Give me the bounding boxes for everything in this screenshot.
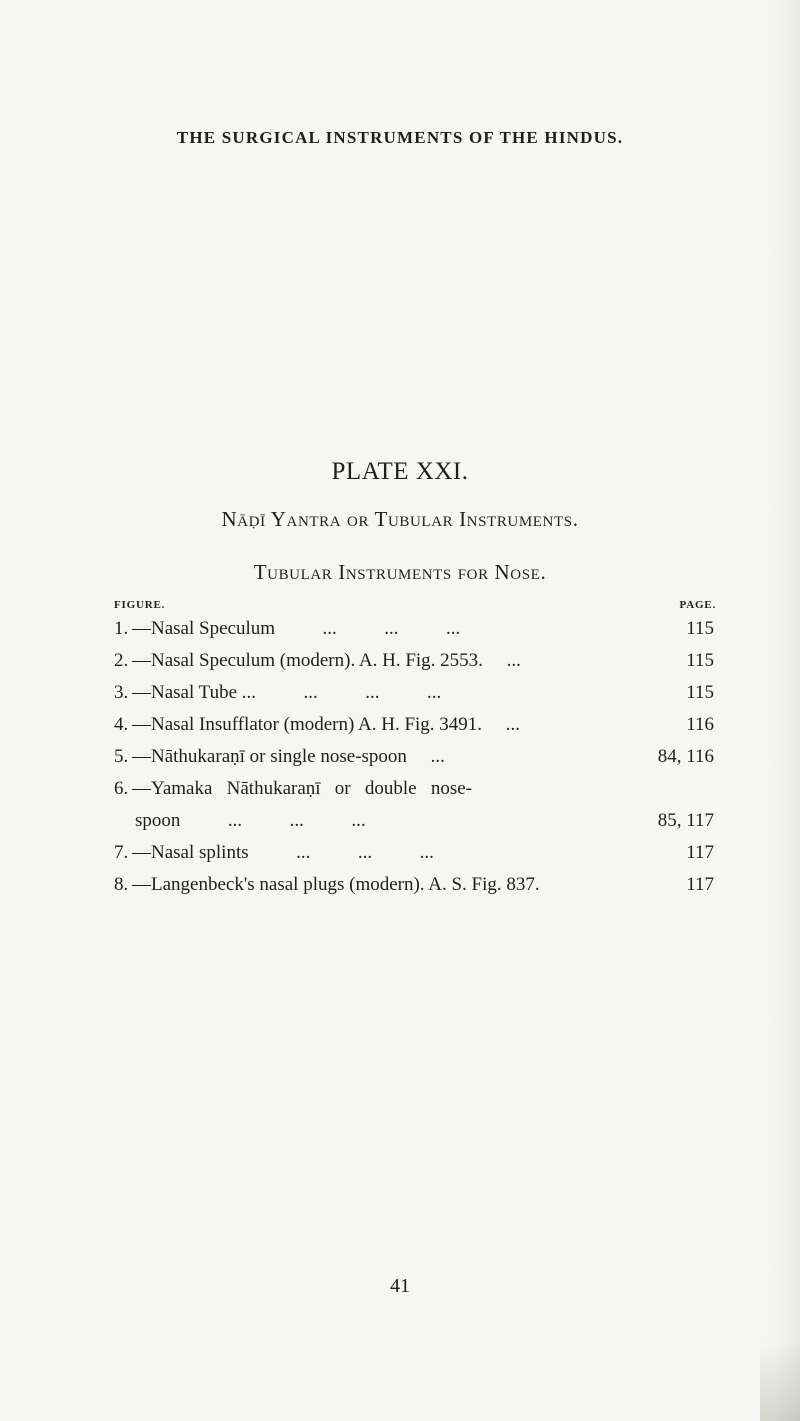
list-item [0, 714, 800, 744]
figure-number: 8. [114, 874, 129, 895]
list-item [0, 778, 800, 808]
figure-number: 3. [114, 682, 129, 703]
section-subtitle: Nāḍī Yantra or Tubular Instruments. [221, 507, 579, 531]
list-item [0, 874, 800, 904]
list-item [0, 810, 800, 840]
page-reference: 117 [686, 874, 714, 895]
page-number: 41 [390, 1275, 410, 1297]
figure-number: 7. [114, 842, 129, 863]
page-reference: 85, 117 [657, 810, 714, 831]
page-reference: 84, 116 [657, 746, 714, 767]
figure-description: spoon ... ... ... [135, 810, 366, 831]
page-reference: 116 [686, 714, 714, 735]
figure-description: —Nasal splints ... ... ... [132, 842, 434, 863]
figure-description: —Nasal Tube ... ... ... ... [132, 682, 442, 703]
figure-description: —Nasal Insufflator (modern) A. H. Fig. 3491. ... [132, 714, 521, 735]
figure-description: —Nasal Speculum (modern). A. H. Fig. 2553. ... [132, 650, 521, 671]
list-item [0, 650, 800, 680]
figure-description: —Nasal Speculum ... ... ... [132, 618, 461, 639]
page-corner-stain [760, 1341, 800, 1421]
figure-number: 6. [114, 778, 129, 799]
page-reference: 115 [686, 650, 714, 671]
page-reference: 115 [686, 682, 714, 703]
page-reference: 117 [686, 842, 714, 863]
figure-number: 1. [114, 618, 129, 639]
figure-description: —Nāthukaraṇī or single nose-spoon ... [132, 746, 445, 767]
section-subheading: Tubular Instruments for Nose. [253, 560, 547, 584]
list-item [0, 682, 800, 712]
figure-column-header: FIGURE. [114, 599, 166, 611]
running-head: THE SURGICAL INSTRUMENTS OF THE HINDUS. [176, 128, 624, 147]
page-reference: 115 [686, 618, 714, 639]
list-item [0, 746, 800, 776]
figure-description: —Yamaka Nāthukaraṇī or double nose- [132, 778, 472, 799]
figure-description: —Langenbeck's nasal plugs (modern). A. S. Fig. 837. [132, 874, 540, 895]
plate-title: PLATE XXI. [331, 458, 469, 485]
page-column-header: PAGE. [679, 599, 716, 611]
figure-number: 4. [114, 714, 129, 735]
list-item [0, 618, 800, 648]
list-item [0, 842, 800, 872]
figure-number: 2. [114, 650, 129, 671]
figure-number: 5. [114, 746, 129, 767]
